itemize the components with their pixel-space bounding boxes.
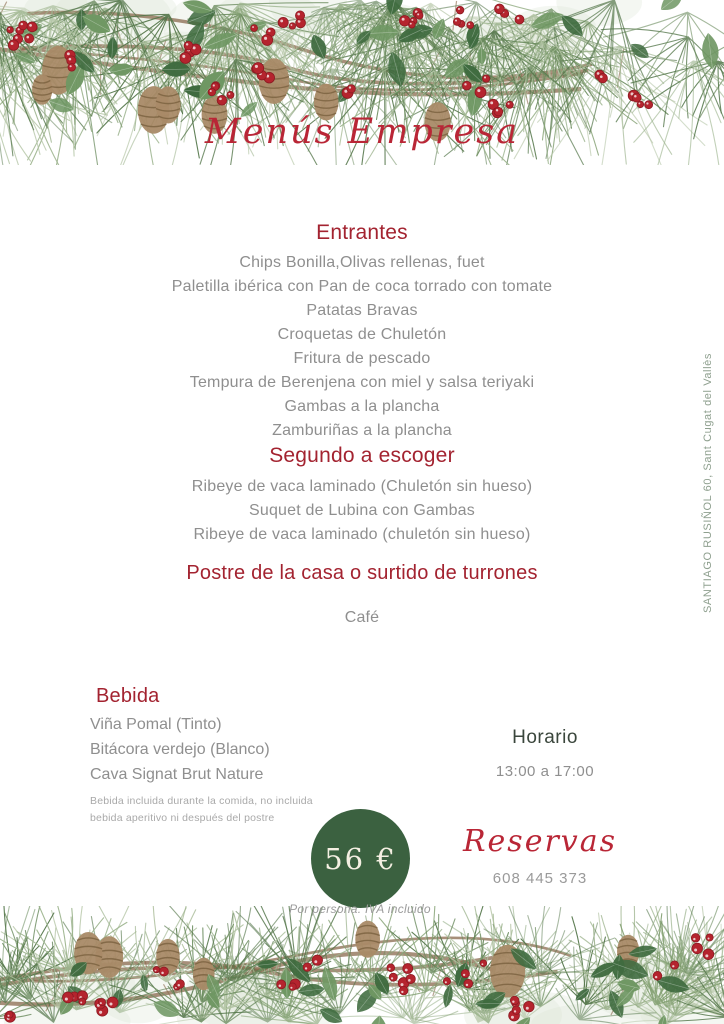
- menu-item: bebida aperitivo ni después del postre: [90, 811, 275, 824]
- menu-item: Croquetas de Chuletón: [277, 326, 447, 343]
- menu-item: Zamburiñas a la plancha: [272, 422, 452, 439]
- menu-body: [0, 221, 724, 629]
- menu-item: Ribeye de vaca laminado (Chuletón sin hueso): [191, 478, 533, 495]
- menu-item: Bitácora verdejo (Blanco): [90, 741, 270, 758]
- reservas-section: [455, 820, 625, 887]
- menu-item: Bebida incluida durante la comida, no incluida: [90, 795, 313, 807]
- postre-heading: Postre de la casa o surtido de turrones: [186, 562, 538, 584]
- menu-item: Gambas a la plancha: [284, 398, 440, 415]
- christmas-garland-bottom-decoration: [0, 906, 724, 1024]
- bebida-section: [90, 684, 313, 826]
- entrantes-list: [0, 251, 724, 443]
- menu-item: Cava Signat Brut Nature: [90, 766, 264, 783]
- price-badge: [311, 809, 410, 908]
- menu-item: Paletilla ibérica con Pan de coca torrado con tomate: [171, 278, 553, 295]
- horario-section: [460, 727, 630, 780]
- horario-hours: 13:00 a 17:00: [495, 763, 595, 780]
- bebida-note: [90, 793, 313, 826]
- menu-item: Fritura de pescado: [293, 350, 431, 367]
- segundo-list: [0, 475, 724, 547]
- reservas-phone: 608 445 373: [492, 870, 588, 887]
- segundo-heading: Segundo a escoger: [269, 444, 455, 467]
- entrantes-heading: Entrantes: [316, 221, 408, 244]
- price-per-person-note: Por persona. IVA incluido: [289, 902, 431, 916]
- menu-item: Chips Bonilla,Olivas rellenas, fuet: [239, 254, 485, 271]
- bebida-heading: Bebida: [96, 685, 160, 707]
- page-title: Menús Empresa: [204, 112, 520, 152]
- coffee-item: Café: [344, 609, 380, 626]
- menu-item: Ribeye de vaca laminado (chuletón sin hueso): [193, 526, 531, 543]
- menu-item: Tempura de Berenjena con miel y salsa teriyaki: [189, 374, 535, 391]
- horario-heading: Horario: [512, 727, 578, 748]
- menu-item: Suquet de Lubina con Gambas: [248, 502, 475, 519]
- menu-item: Patatas Bravas: [306, 302, 418, 319]
- menu-item: Viña Pomal (Tinto): [90, 716, 222, 733]
- reservas-heading: Reservas: [462, 824, 618, 859]
- bebida-list: [90, 712, 313, 787]
- address-vertical-text: SANTIAGO RUSIÑOL 60, Sant Cugat del Vallès: [702, 353, 714, 613]
- price-amount: 56 €: [324, 841, 397, 876]
